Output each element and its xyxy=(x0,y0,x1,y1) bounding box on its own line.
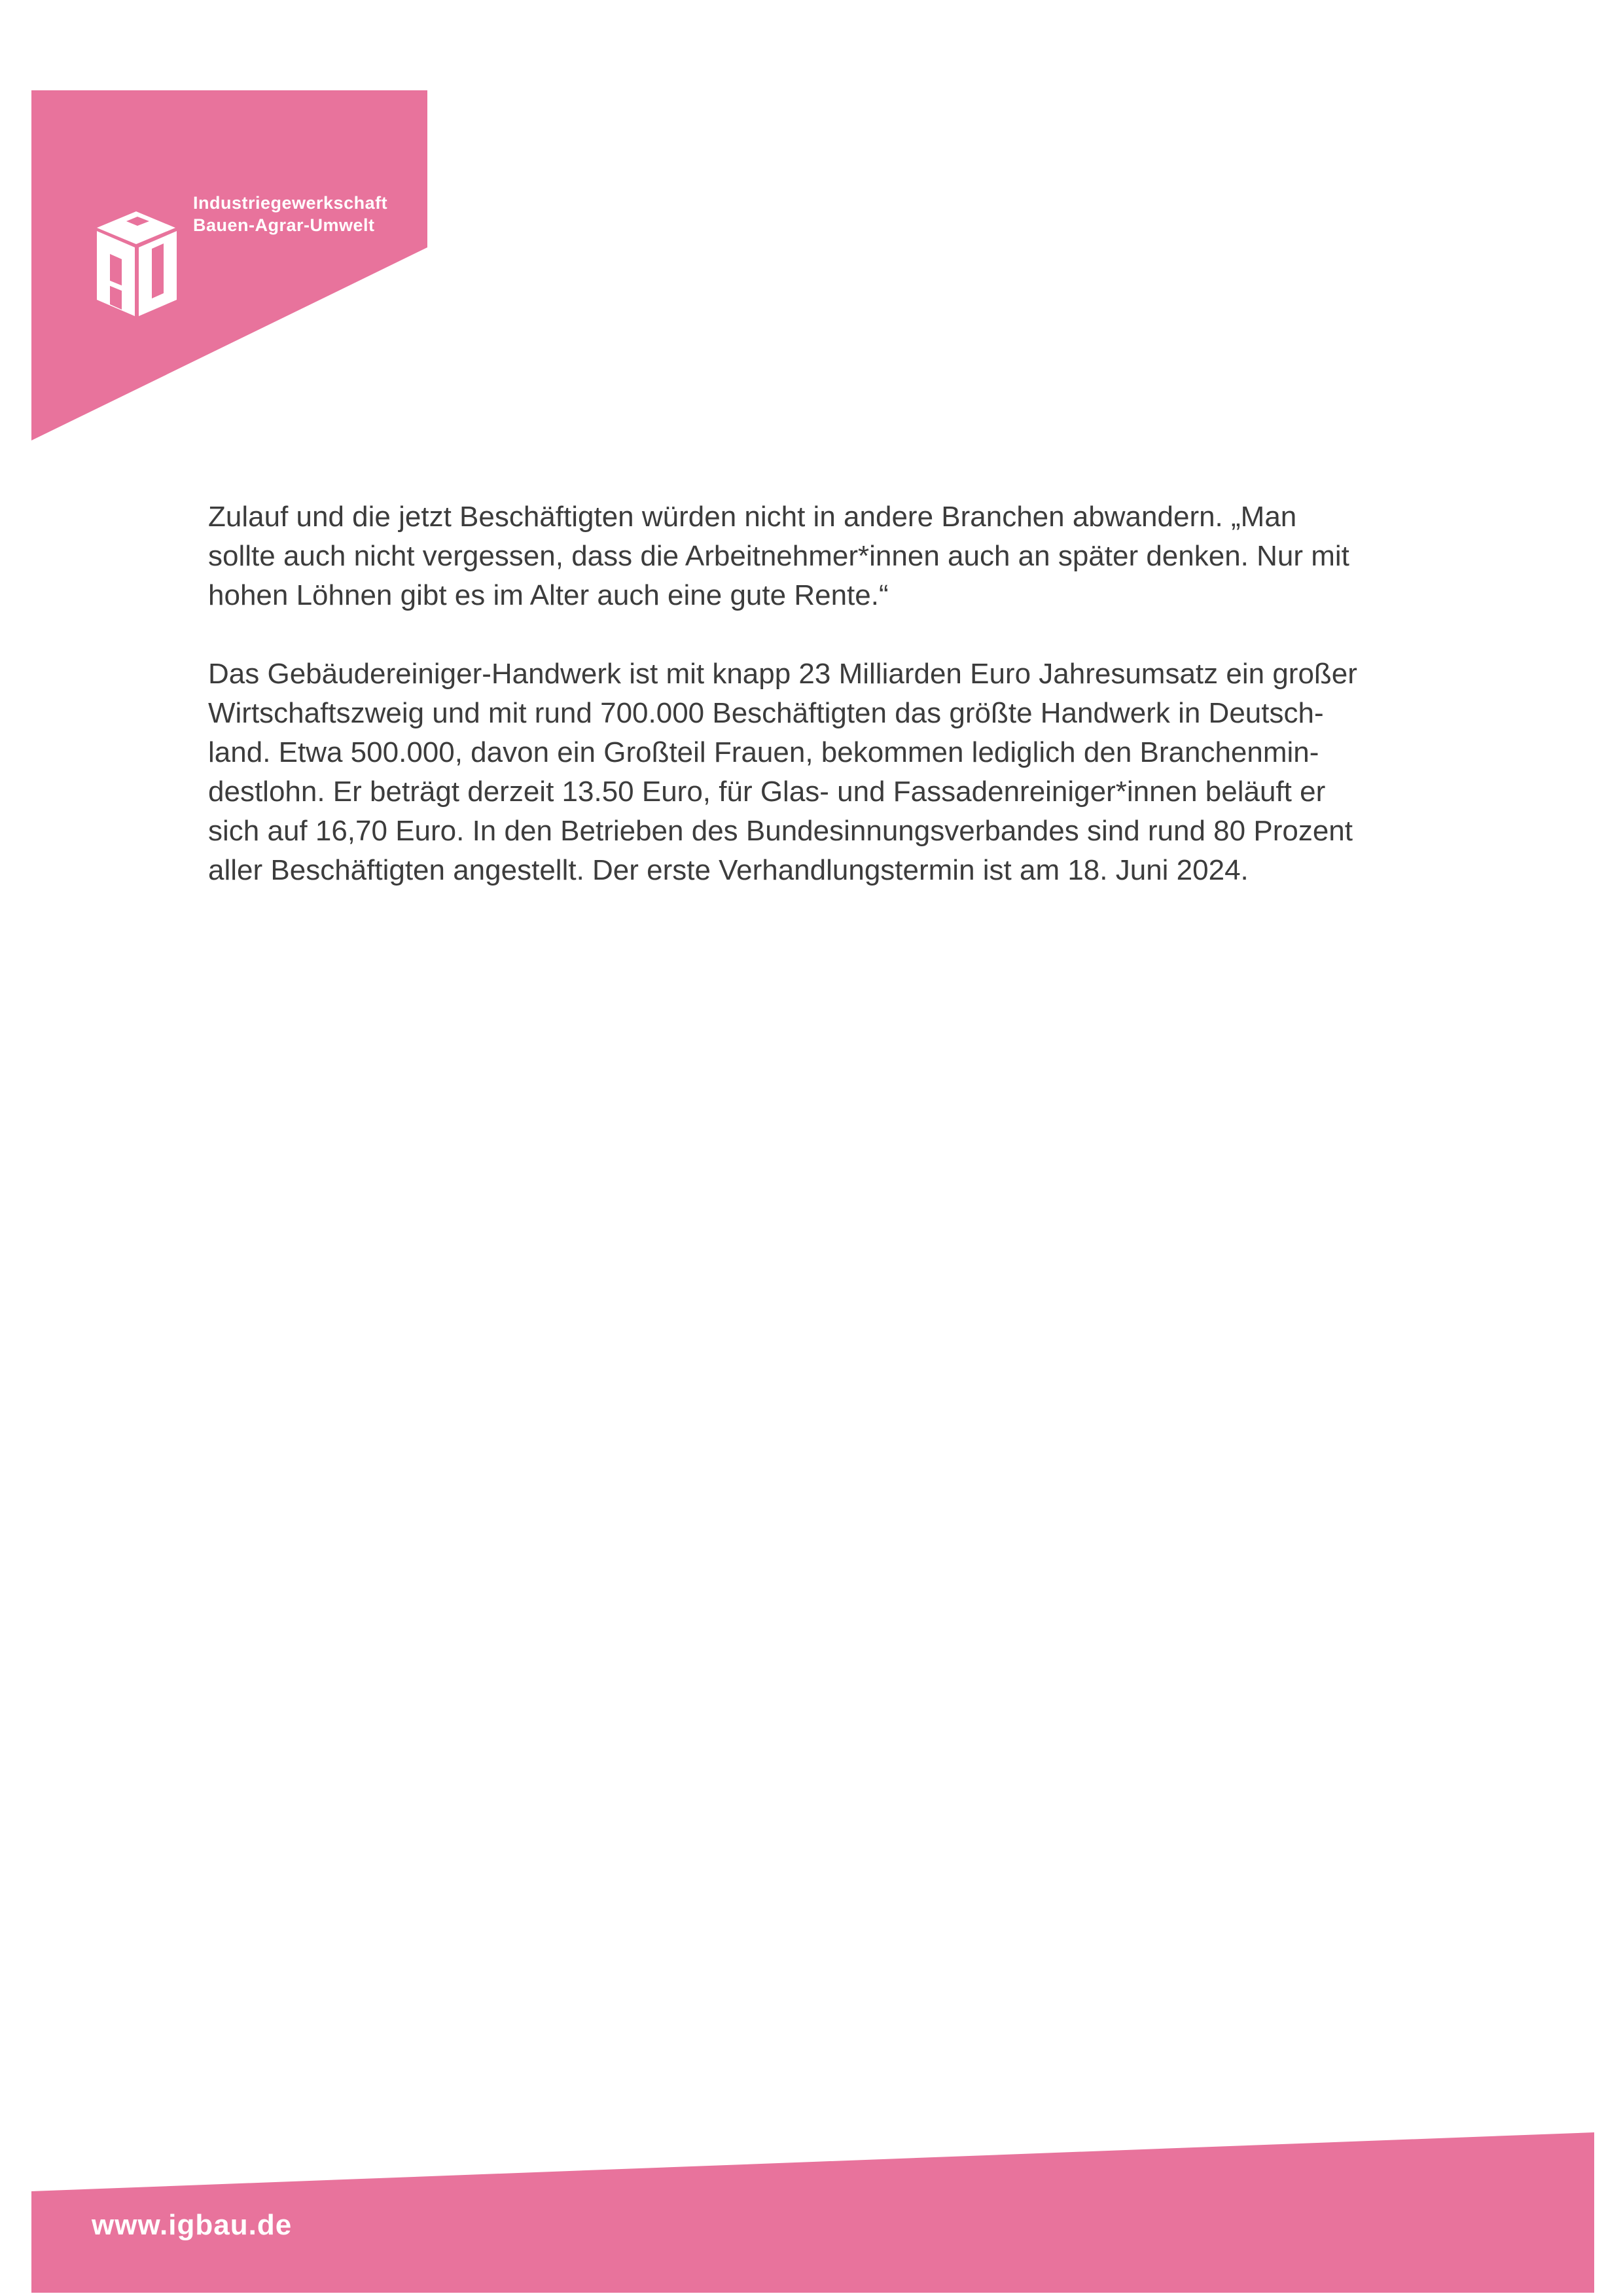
text-line: Zulauf und die jetzt Beschäftigten würden nicht in andere Branchen abwandern. „Man xyxy=(208,501,1297,533)
text-line: hohen Löhnen gibt es im Alter auch eine gute Rente.“ xyxy=(208,579,889,611)
organization-name-line1: Industriegewerkschaft xyxy=(193,193,388,213)
text-line: aller Beschäftigten angestellt. Der erste Verhandlungstermin ist am 18. Juni 2024. xyxy=(208,854,1249,886)
text-line: Wirtschaftszweig und mit rund 700.000 Beschäftigten das größte Handwerk in Deutsch- xyxy=(208,697,1324,729)
text-line: sollte auch nicht vergessen, dass die Arbeitnehmer*innen auch an später denken. Nur mit xyxy=(208,540,1349,572)
logo-cube-icon xyxy=(90,156,221,365)
text-line: destlohn. Er beträgt derzeit 13.50 Euro, für Glas- und Fassadenreiniger*innen beläuft er xyxy=(208,776,1326,808)
text-line: land. Etwa 500.000, davon ein Großteil Frauen, bekommen lediglich den Branchenmin- xyxy=(208,736,1319,768)
text-line: sich auf 16,70 Euro. In den Betrieben des Bundesinnungsverbandes sind rund 80 Prozent xyxy=(208,815,1353,847)
document-body xyxy=(208,497,1373,929)
organization-name-line2: Bauen-Agrar-Umwelt xyxy=(193,215,375,235)
ig-bau-logo xyxy=(90,156,221,365)
footer-website-link[interactable]: www.igbau.de xyxy=(92,2209,293,2241)
paragraph xyxy=(208,497,1373,615)
header-banner xyxy=(31,90,427,444)
text-line: Das Gebäudereiniger-Handwerk ist mit knapp 23 Milliarden Euro Jahresumsatz ein großer xyxy=(208,658,1357,690)
organization-name xyxy=(193,192,387,236)
paragraph xyxy=(208,655,1373,890)
